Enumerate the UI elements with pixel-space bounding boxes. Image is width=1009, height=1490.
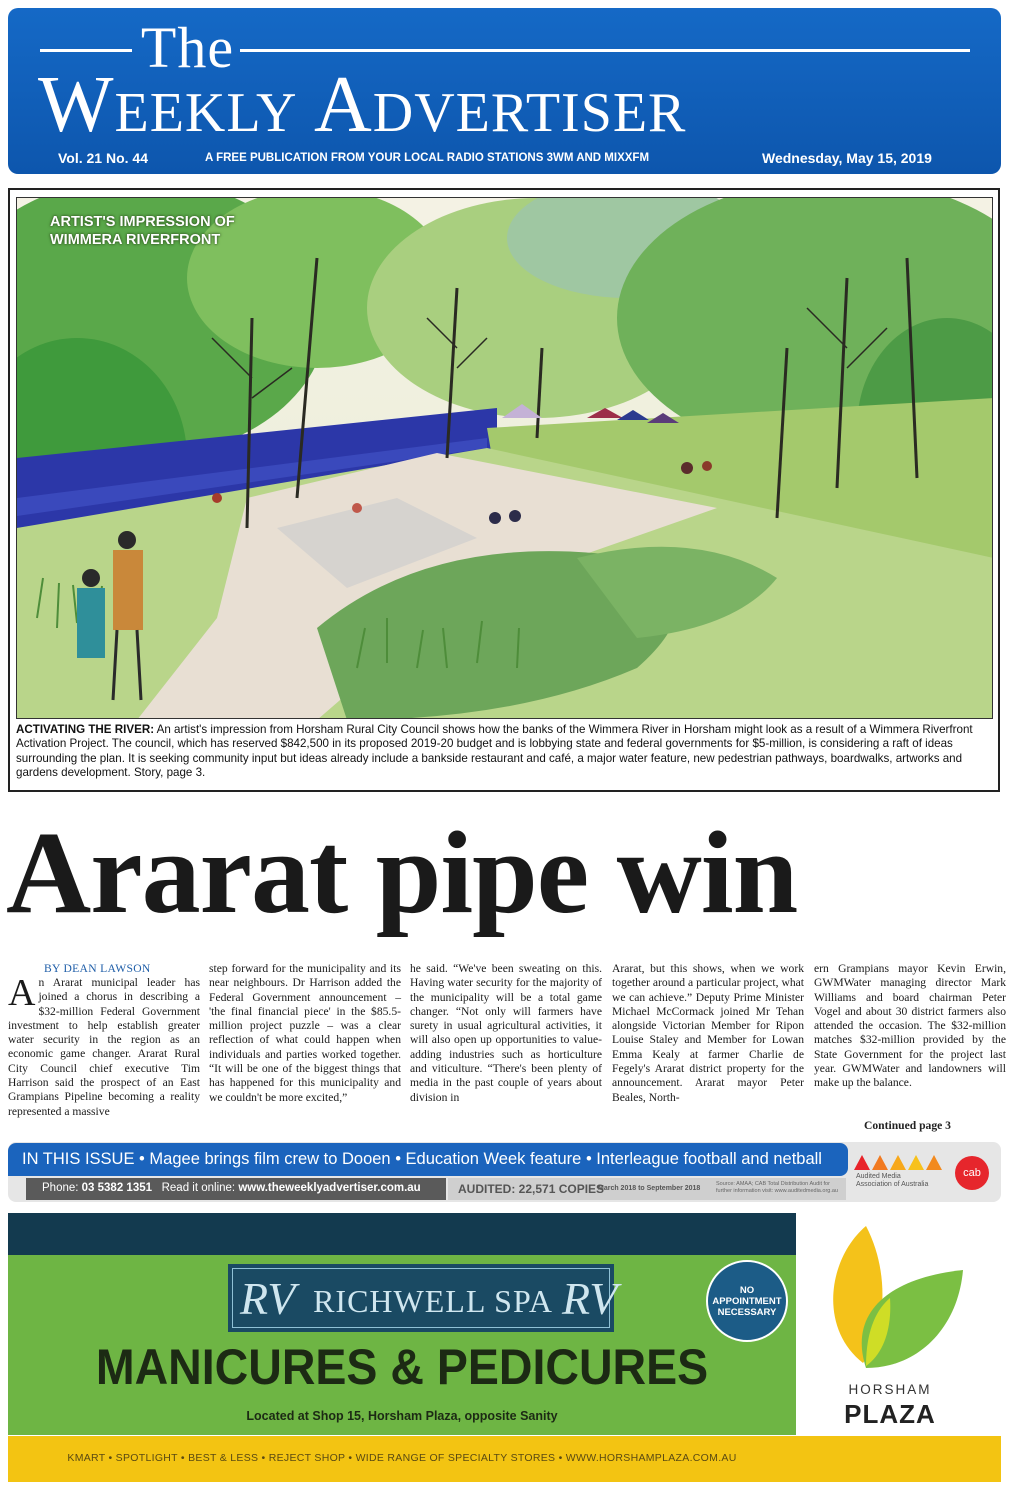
illustration-label: [50, 213, 235, 249]
article-column-3: he said. “We've been sweating on this. Having water security for the majority of the municipality will be a total game changer. “Not only will farmers have surety in usual agricultural activities, it will also open up opportunities to value-adding industries such as horticulture and viticulture. “There's been plenty of media in the past couple of years about division in: [410, 962, 602, 1104]
phone-label: Phone:: [42, 1182, 82, 1194]
no-appointment-badge: NO APPOINTMENT NECESSARY: [706, 1260, 788, 1342]
volume-number: Vol. 21 No. 44: [58, 150, 148, 166]
amma-text: [856, 1173, 928, 1189]
issue-date: Wednesday, May 15, 2019: [762, 150, 932, 166]
masthead-title: Weekly Advertiser: [38, 61, 687, 149]
masthead-the: The: [140, 15, 235, 80]
caption-lead: ACTIVATING THE RIVER:: [16, 723, 155, 736]
continued-link[interactable]: Continued page 3: [864, 1119, 951, 1132]
website-link[interactable]: www.theweeklyadvertiser.com.au: [238, 1182, 421, 1194]
headline: Ararat pipe win: [6, 807, 798, 938]
article-column-5: ern Grampians mayor Kevin Erwin, GWMWater managing director Mark Williams and board chairman Peter Vogel and about 30 district farmers also attended the occasion. The $32-million matches $32-million provided by the State Government for the project last year. GWMWater and landowners will make up the balance.: [814, 962, 1006, 1090]
amma-line2: Association of Australia: [856, 1181, 929, 1188]
article-column-1-text: n Ararat municipal leader has joined a chorus in describing a $32-million Federal Government investment to help establish greater water security in the region as an economic game changer. Ararat Rural City Council chief executive Tim Harrison said the prospect of an East Grampians Pipeline becoming a reality represented a massive: [8, 976, 200, 1118]
riverfront-illustration[interactable]: [16, 197, 993, 719]
article-column-1: [8, 972, 200, 1119]
rv-monogram-left: RV: [240, 1273, 296, 1324]
in-this-issue-text[interactable]: IN THIS ISSUE • Magee brings film crew to Dooen • Education Week feature • Interleague football and netball: [22, 1150, 822, 1168]
publisher-line: A FREE PUBLICATION FROM YOUR LOCAL RADIO STATIONS 3WM AND MIXXFM: [205, 152, 650, 164]
article-column-2: step forward for the municipality and its near neighbours. Dr Harrison added the Federal Government announcement – 'the final financial piece' in the $85.5-million project puzzle – was a clear reflection of what could happen when individuals and parties worked together. “It will be one of the biggest things that has happened for this municipality and we couldn't be more excited,”: [209, 962, 401, 1104]
byline: BY DEAN LAWSON: [44, 962, 151, 975]
amma-logo-icon: [852, 1152, 944, 1172]
illustration-label-line1: ARTIST'S IMPRESSION OF: [50, 214, 235, 230]
audit-source: Source: AMAA; CAB Total Distribution Audit for further information visit: www.auditedmedia.org.au: [716, 1181, 838, 1194]
read-online-label: Read it online:: [161, 1182, 239, 1194]
masthead-rule-right: [240, 49, 970, 52]
spa-name: RICHWELL SPA: [313, 1283, 553, 1319]
plaza-name-line2: PLAZA: [844, 1399, 936, 1429]
advert-location: Located at Shop 15, Horsham Plaza, opposite Sanity: [246, 1409, 558, 1423]
audited-copies: AUDITED: 22,571 COPIES: [458, 1182, 605, 1196]
photo-caption: [16, 723, 994, 780]
phone-number[interactable]: 03 5382 1351: [81, 1182, 153, 1194]
advert-top-band: [8, 1213, 796, 1255]
amma-line1: Audited Media: [856, 1173, 901, 1180]
advert-headline: MANICURES & PEDICURES: [95, 1339, 709, 1395]
contact-text: [42, 1182, 421, 1194]
advert-footer-text[interactable]: KMART • SPOTLIGHT • BEST & LESS • REJECT SHOP • WIDE RANGE OF SPECIALTY STORES • WWW.HORSHAMPLAZA.COM.AU: [67, 1452, 737, 1464]
article-column-4: Ararat, but this shows, when we work together around a particular project, what we can achieve.” Deputy Prime Minister Michael McCormack joined Mr Tehan alongside Victorian Member for Ripon Louise Staley and Member for Lowan Emma Kealy at farmer Charlie de Fegely's Ararat district property for the announcement. Ararat mayor Peter Beales, North-: [612, 962, 804, 1104]
audit-period: March 2018 to September 2018: [598, 1185, 701, 1192]
illustration-label-line2: WIMMERA RIVERFRONT: [50, 232, 221, 248]
masthead-rule-left: [40, 49, 132, 52]
horsham-plaza-leaf-icon: [818, 1218, 968, 1378]
caption-body: An artist's impression from Horsham Rural City Council shows how the banks of the Wimmera River in Horsham might look as a result of a Wimmera Riverfront Activation Project. The council, which has reserved $842,500 in its proposed 2019-20 budget and is lobbying state and federal governments for $5-million, is considering a raft of ideas surrounding the plan. It is seeking community input but ideas already include a bankside restaurant and café, a major water feature, new pedestrian pathways, boardwalks, artworks and gardens development. Story, page 3.: [16, 723, 973, 779]
drop-cap: A: [8, 972, 36, 1014]
rv-monogram-right: RV: [562, 1273, 618, 1324]
cab-logo: cab: [955, 1156, 989, 1190]
plaza-name-line1: HORSHAM: [848, 1382, 932, 1397]
